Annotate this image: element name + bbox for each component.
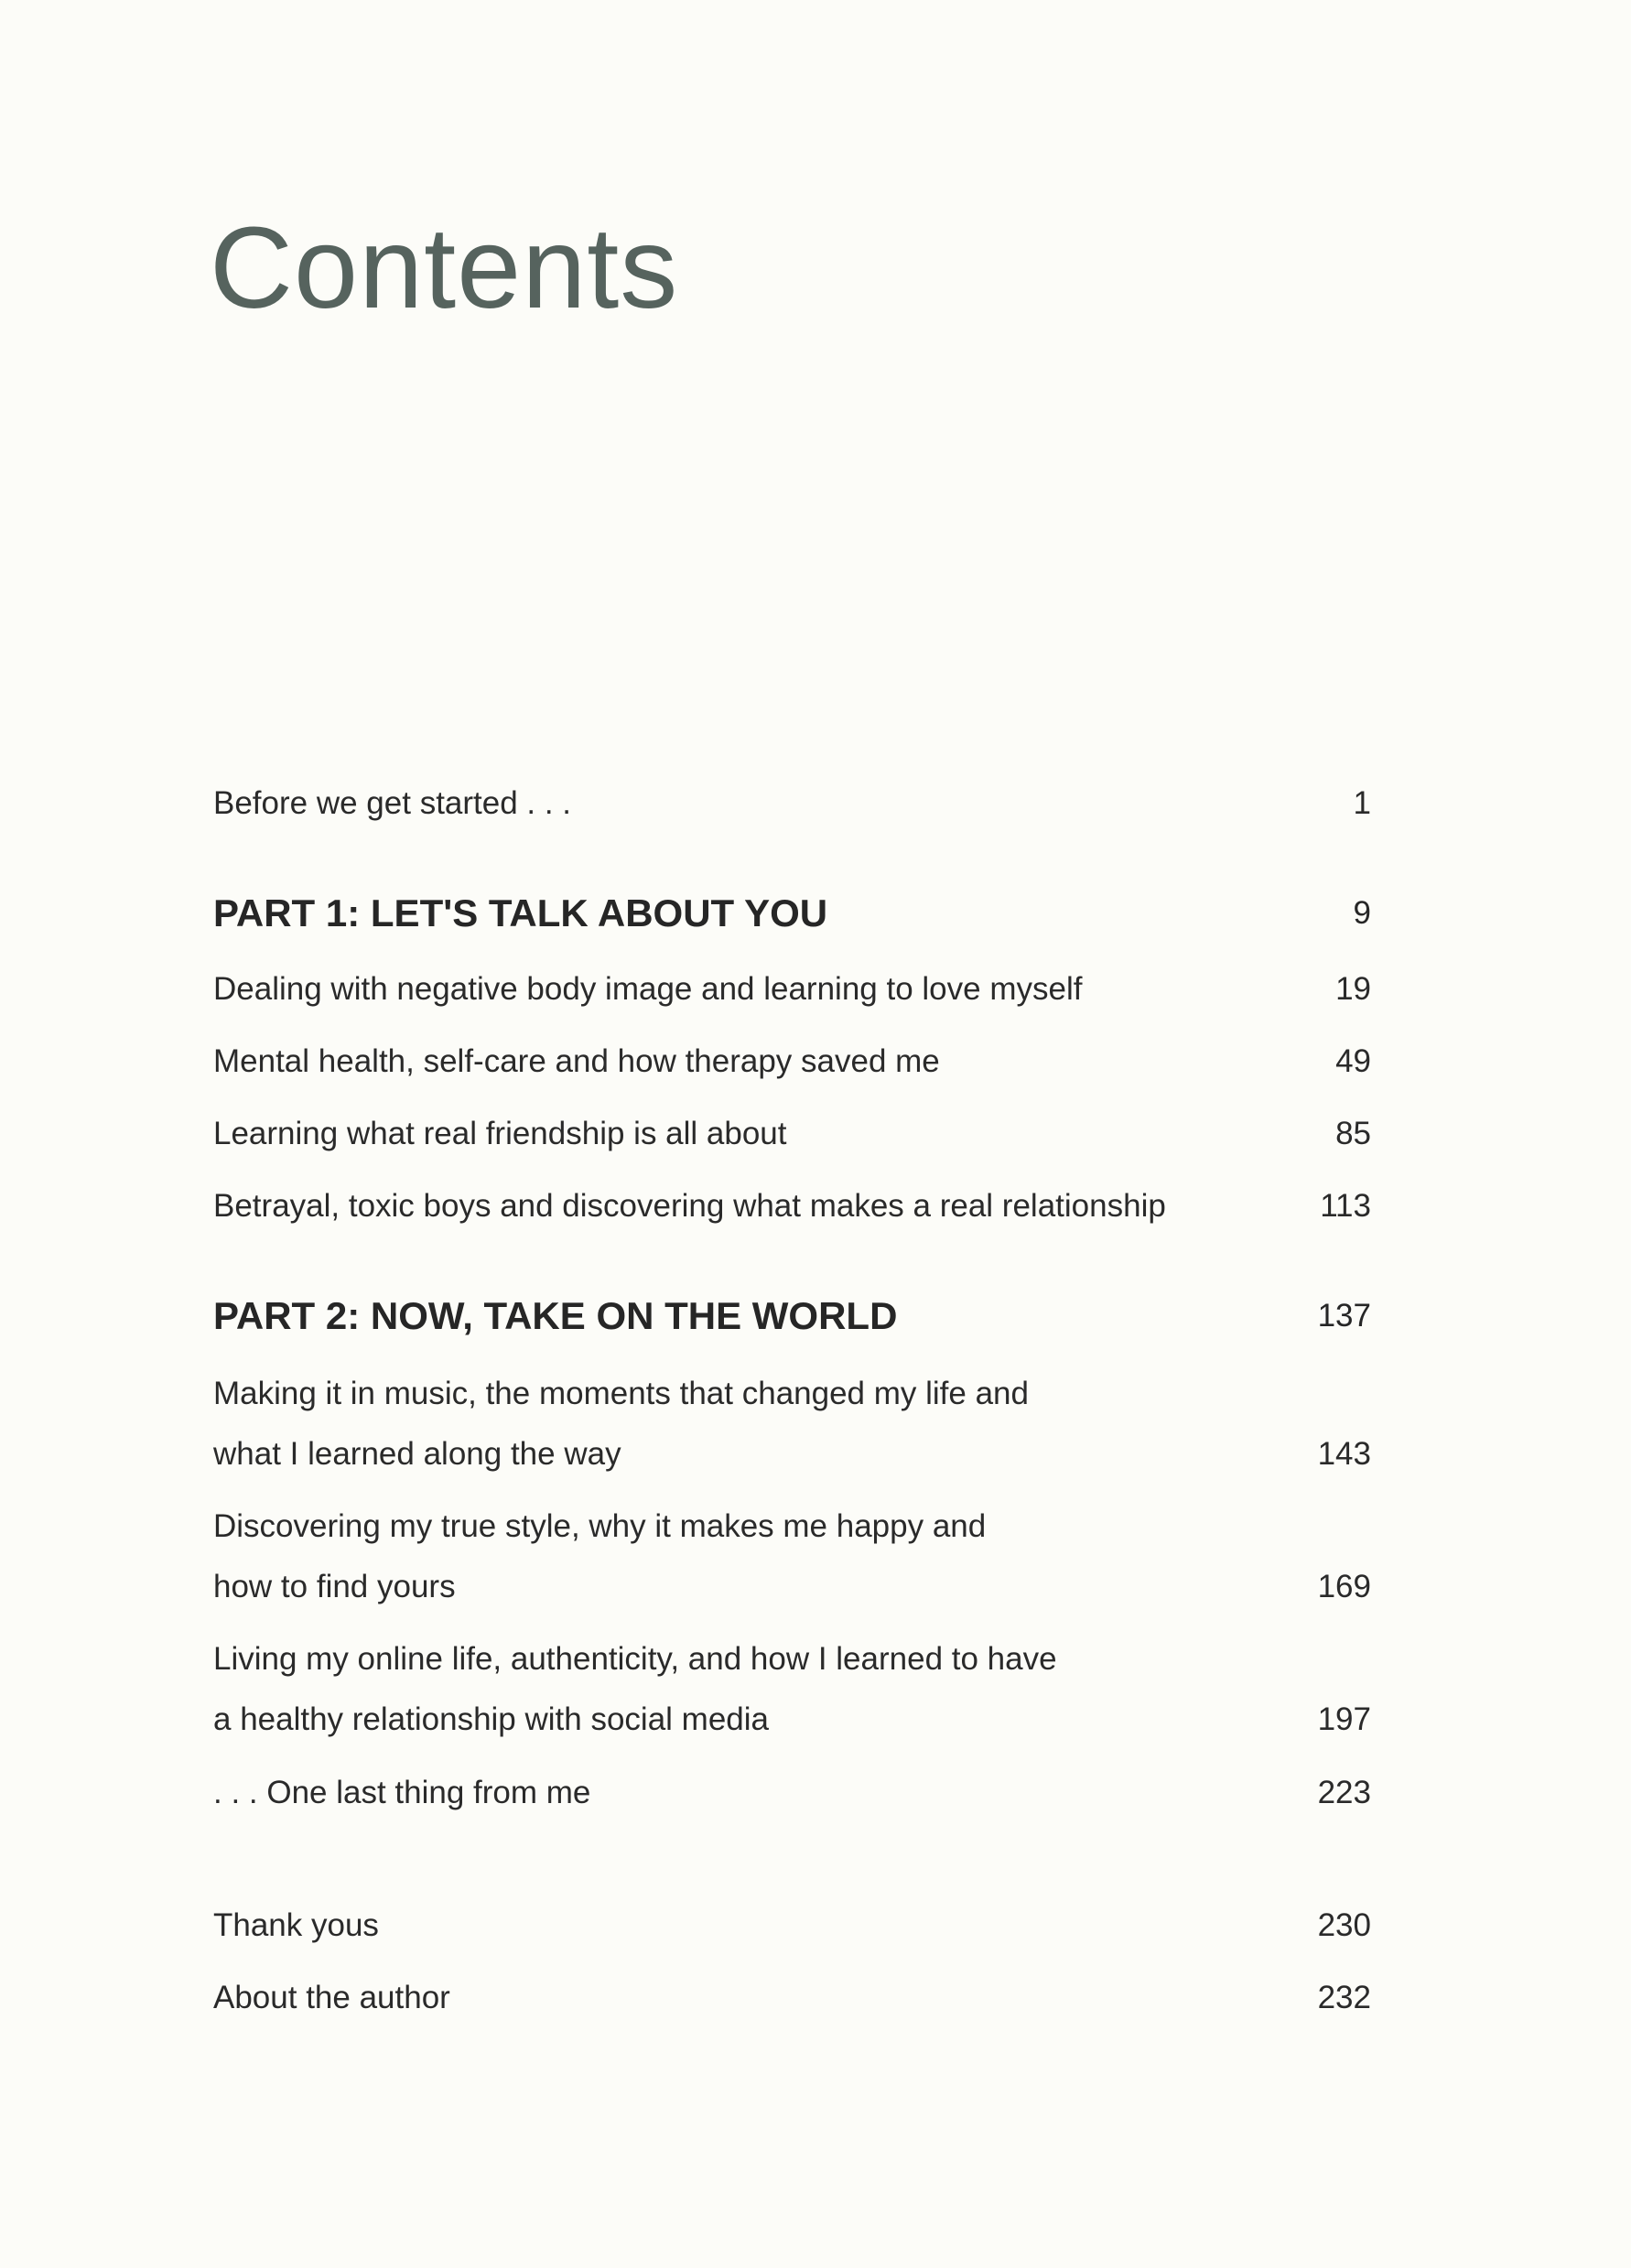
toc-entry: [213, 1980, 1371, 2016]
entry-label: Before we get started . . .: [213, 785, 572, 821]
toc-entry: [213, 1188, 1371, 1225]
entry-page: 223: [1317, 1775, 1371, 1810]
toc-entry: [213, 1907, 1371, 1944]
entry-page: 1: [1353, 785, 1371, 821]
entry-page: 169: [1317, 1569, 1371, 1604]
entry-page: 230: [1317, 1907, 1371, 1943]
toc-entry: [213, 1376, 1371, 1412]
part-label: PART 1: LET'S TALK ABOUT YOU: [213, 891, 828, 934]
entry-label: Learning what real friendship is all about: [213, 1116, 787, 1151]
entry-label: . . . One last thing from me: [213, 1775, 591, 1810]
entry-page: 85: [1335, 1116, 1371, 1151]
entry-page: 232: [1317, 1980, 1371, 2015]
entry-page: 19: [1335, 971, 1371, 1007]
entry-label: Thank yous: [213, 1907, 379, 1943]
entry-label: Mental health, self-care and how therapy saved me: [213, 1043, 940, 1079]
entry-page: 9: [1353, 895, 1371, 931]
entry-page: 113: [1320, 1188, 1371, 1224]
entry-label: Making it in music, the moments that changed my life and: [213, 1376, 1029, 1411]
toc-entry: [213, 785, 1371, 822]
part-heading: [213, 1294, 1371, 1338]
toc-entry-continued: [213, 1569, 1371, 1605]
entry-label: Living my online life, authenticity, and how I learned to have: [213, 1641, 1057, 1677]
toc-entry: [213, 1641, 1371, 1678]
entry-label: Betrayal, toxic boys and discovering what makes a real relationship: [213, 1188, 1166, 1224]
toc-entry-continued: [213, 1436, 1371, 1473]
entry-page: 143: [1317, 1436, 1371, 1472]
toc-entry-continued: [213, 1701, 1371, 1738]
entry-label-line2: how to find yours: [213, 1569, 456, 1604]
toc-entry: [213, 1508, 1371, 1545]
toc-entry: [213, 971, 1371, 1008]
entry-label-line2: what I learned along the way: [213, 1436, 621, 1472]
entry-label: About the author: [213, 1980, 450, 2015]
toc-entry: [213, 1043, 1371, 1080]
entry-label: Discovering my true style, why it makes me happy and: [213, 1508, 987, 1544]
part-heading: [213, 891, 1371, 935]
toc-entry: [213, 1116, 1371, 1152]
entry-page: 137: [1317, 1298, 1371, 1334]
page-title: Contents: [210, 203, 679, 332]
entry-label-line2: a healthy relationship with social media: [213, 1701, 769, 1737]
part-label: PART 2: NOW, TAKE ON THE WORLD: [213, 1294, 898, 1337]
entry-label: Dealing with negative body image and learning to love myself: [213, 971, 1083, 1007]
entry-page: 197: [1317, 1701, 1371, 1737]
entry-page: 49: [1335, 1043, 1371, 1079]
toc-entry: [213, 1775, 1371, 1811]
